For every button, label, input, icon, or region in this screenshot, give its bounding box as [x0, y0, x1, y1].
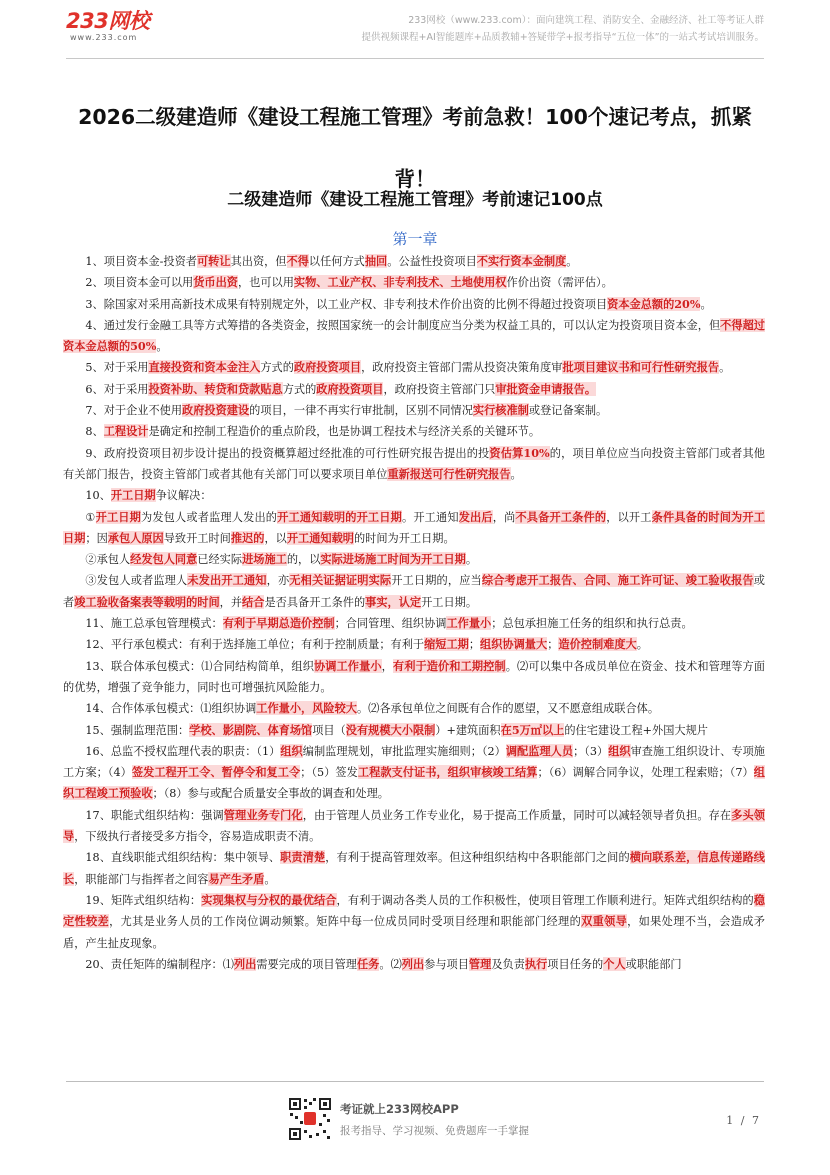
body-text: 16、总监不授权监理代表的职责：（1）: [85, 744, 281, 758]
header-info: [344, 12, 764, 46]
body-text: ①: [85, 510, 96, 524]
paragraph-item: [63, 251, 765, 272]
body-text: 6、对于采用: [85, 382, 149, 396]
body-text: ，: [381, 659, 393, 673]
body-text: ；（8）参与或配合质量安全事故的调查和处理。: [152, 787, 389, 801]
highlighted-text: 政府投资建设: [182, 403, 250, 418]
highlighted-text: 造价控制难度大: [558, 637, 637, 652]
highlighted-text: 学校、影剧院、体育场馆: [189, 722, 313, 737]
body-text: 5、对于采用: [85, 361, 149, 375]
paragraph-item: [63, 890, 765, 954]
body-text: 争议解决：: [155, 489, 212, 503]
paragraph-item: [63, 720, 765, 741]
highlighted-text: 未发出开工通知: [187, 573, 267, 588]
body-text: 的时间为开工日期。: [353, 531, 455, 545]
highlighted-text: 抽回: [364, 254, 388, 268]
highlighted-text: 不具备开工条件的: [515, 509, 607, 524]
body-text: ，尤其是业务人员的工作岗位调动频繁。矩阵中每一位成员同时受项目经理和职能部门经理的: [109, 915, 582, 929]
footer-app-subtitle: 报考指导、学习视频、免费题库一手掌握: [340, 1125, 529, 1137]
body-text: 其出资，但: [230, 255, 287, 268]
highlighted-text: 工作量小: [446, 616, 492, 631]
highlighted-text: 管理业务专门化: [223, 807, 303, 822]
body-text: ，下级执行者接受多方指令，容易造成职责不清。: [74, 830, 321, 844]
highlighted-text: 直接投资和资本金注入: [148, 360, 261, 375]
highlighted-text: 实际进场施工时间为开工日期: [320, 552, 466, 567]
highlighted-text: 不得超过资本金总额的50%: [63, 317, 765, 354]
highlighted-text: 管理: [468, 956, 492, 971]
highlighted-text: 不实行资本金制度: [476, 254, 567, 268]
body-text: 4、通过发行金融工具等方式筹措的各类资金，按照国家统一的会计制度应当分类为权益工具的，可以认定为投资项目资本金，但: [85, 318, 721, 332]
footer-divider: [66, 1081, 764, 1082]
body-text: ，有利于提高管理效率。但这种组织结构中各职能部门之间的: [325, 851, 630, 865]
highlighted-text: 进场施工: [242, 552, 287, 567]
body-text: 14、合作体承包模式：⑴组织协调: [85, 702, 257, 716]
body-text: 开工日期。: [421, 595, 478, 609]
body-text: ；: [468, 638, 481, 652]
highlighted-text: 缩短工期: [424, 637, 469, 652]
highlighted-text: 多头领导: [63, 807, 765, 844]
highlighted-text: 开工通知载明: [286, 530, 354, 545]
body-text: ，尚: [492, 510, 516, 524]
highlighted-text: 协调工作量小: [313, 658, 382, 673]
body-text: 。: [719, 361, 731, 375]
highlighted-text: 不得: [286, 254, 309, 268]
body-text: 12、平行承包模式：有利于选择施工单位；有利于控制质量；有利于: [85, 638, 425, 652]
body-text: ，由于管理人员业务工作专业化，易于提高工作质量，同时可以减轻领导者负担。存在: [302, 808, 732, 822]
paragraph-item: [63, 570, 765, 613]
body-text: ，有利于调动各类人员的工作积极性，使项目管理工作顺利进行。矩阵式组织结构的: [336, 893, 754, 907]
body-text: 。⑵可以集中各成员单位在资金、技术和管理等方面的优势，增强了竞争能力，同时也可增强抗风险能力。: [63, 659, 765, 694]
body-text: 3、除国家对采用高新技术成果有特别规定外，以工业产权、非专利技术作价出资的比例不得超过投资项目: [85, 297, 608, 311]
highlighted-text: 投资补助、转贷和贷款贴息: [148, 381, 283, 396]
highlighted-text: 重新报送可行性研究报告: [387, 466, 511, 481]
body-text: 或职能部门: [625, 957, 682, 971]
body-text: 需要完成的项目管理: [256, 957, 357, 971]
page-header: [0, 0, 830, 62]
body-text: 。⑵: [379, 957, 402, 971]
highlighted-text: 组织工程竣工预验收: [63, 765, 765, 801]
highlighted-text: 结合: [242, 594, 265, 609]
paragraph-item: [63, 400, 765, 421]
paragraph-item: [63, 357, 765, 378]
paragraph-item: [63, 485, 765, 506]
body-text: 。⑵各承包单位之间既有合作的愿望，又不愿意组成联合体。: [356, 702, 660, 716]
paragraph-item: [63, 379, 765, 400]
body-text: ，政府投资主管部门只: [383, 382, 496, 396]
body-text: ；总包承担施工任务的组织和执行总责。: [491, 617, 693, 631]
body-text: 的，以: [286, 553, 321, 567]
highlighted-text: 条件具备的时间为开工日期: [63, 509, 765, 545]
body-text: ③发包人或者监理人: [85, 574, 188, 588]
highlighted-text: 组织: [608, 743, 631, 758]
highlighted-text: 综合考虑开工报告、合同、施工许可证、竣工验收报告: [481, 573, 754, 588]
highlighted-text: 审批资金申请报告。: [495, 381, 597, 396]
body-text: ；（5）签发: [300, 766, 358, 780]
document-title: 2026二级建造师《建设工程施工管理》考前急救！100个速记考点，抓紧背！: [78, 105, 752, 191]
header-info-line-1: 233网校（www.233.com）：面向建筑工程、消防安全、金融经济、社工等考证人群: [408, 15, 764, 26]
highlighted-text: 推迟的: [230, 530, 265, 545]
paragraph-item: [63, 634, 765, 655]
highlighted-text: 易产生矛盾: [208, 871, 265, 886]
body-text: 。: [636, 638, 648, 652]
highlighted-text: 签发工程开工令、暂停令和复工令: [131, 765, 301, 780]
body-text: 编制监理规划，审批监理实施细则；（2）: [302, 744, 506, 758]
highlighted-text: 在5万㎡以上: [500, 722, 565, 737]
paragraph-item: [63, 847, 765, 890]
body-text: 已经实际: [197, 553, 243, 567]
body-text: 20、责任矩阵的编制程序：⑴: [85, 957, 234, 971]
body-text: 8、: [85, 425, 104, 439]
body-text: 审查施工组织设计、专项施工方案；（4）: [63, 744, 765, 780]
body-text: 的，项目单位应当向投资主管部门或者其他有关部门报告，投资主管部门或者其他有关部门可以要求项目单位: [63, 446, 765, 481]
highlighted-text: 开工日期: [95, 509, 141, 524]
qr-code-icon: [288, 1097, 332, 1141]
body-text: ，并: [219, 595, 243, 609]
highlighted-text: 有利于早期总造价控制: [222, 616, 335, 631]
body-text: 19、矩阵式组织结构：: [85, 893, 202, 907]
body-text: 作价出资（需评估）。: [506, 276, 613, 290]
paragraph-item: [63, 421, 765, 442]
body-text: ；: [547, 638, 559, 652]
body-text: 开工日期的，应当: [391, 574, 482, 588]
paragraph-item: [63, 656, 765, 699]
document-body: [63, 251, 765, 976]
highlighted-text: 调配监理人员: [505, 743, 574, 758]
body-text: ，亦: [266, 574, 290, 588]
body-text: 为发包人或者监理人发出的: [140, 510, 278, 524]
highlighted-text: 任务: [356, 956, 380, 971]
highlighted-text: 工程设计: [103, 424, 149, 439]
body-text: ，以: [264, 531, 287, 545]
body-text: 9、政府投资项目初步设计提出的投资概算超过经批准的可行性研究报告提出的投: [85, 446, 490, 460]
logo-url: www.233.com: [70, 33, 138, 42]
highlighted-text: 发出后: [458, 509, 493, 524]
paragraph-item: [63, 613, 765, 634]
paragraph-item: [63, 954, 765, 975]
highlighted-text: 承包人原因: [107, 530, 164, 545]
highlighted-text: 实物、工业产权、非专利技术、土地使用权: [293, 275, 507, 290]
highlighted-text: 竣工验收备案表等载明的时间: [74, 594, 220, 609]
body-text: 方式的: [260, 361, 294, 375]
body-text: 15、强制监理范围：: [85, 723, 190, 737]
body-text: ；（6）调解合同争议，处理工程索赔；（7）: [537, 766, 754, 780]
highlighted-text: 稳定性较差: [63, 892, 765, 929]
header-divider: [66, 58, 764, 59]
body-text: ，也可以用: [237, 276, 294, 290]
footer-app-title: 考证就上233网校APP: [340, 1102, 459, 1116]
highlighted-text: 工程款支付证书，组织审核竣工结算: [357, 765, 538, 780]
body-text: 以任何方式: [308, 255, 365, 268]
body-text: 。: [700, 297, 712, 311]
highlighted-text: 实行核准制: [472, 403, 529, 418]
body-text: 。公益性投资项目: [387, 255, 477, 268]
body-text: 项目（: [312, 723, 346, 737]
highlighted-text: 经发包人同意: [130, 552, 198, 567]
body-text: 11、施工总承包管理模式：: [85, 617, 223, 631]
highlighted-text: 可转让: [196, 254, 231, 268]
body-text: 导致开工时间: [163, 531, 231, 545]
highlighted-text: 职责清楚: [280, 850, 326, 865]
body-text: 10、: [85, 489, 111, 503]
body-text: ，职能部门与指挥者之间容: [74, 872, 209, 886]
page-number: 1 / 7: [726, 1114, 761, 1127]
body-text: 的项目，一律不再实行审批制，区别不同情况: [249, 404, 473, 418]
body-text: 的住宅建设工程+外国大规片: [564, 723, 708, 737]
highlighted-text: 开工日期: [110, 488, 156, 503]
body-text: 。: [510, 467, 522, 481]
brand-logo[interactable]: [66, 9, 149, 42]
document-subtitle: 二级建造师《建设工程施工管理》考前速记100点: [227, 190, 603, 210]
paragraph-item: [63, 698, 765, 719]
body-text: 13、联合体承包模式：⑴合同结构简单，组织: [85, 659, 314, 673]
body-text: ；（3）: [573, 744, 609, 758]
highlighted-text: 资本金总额的20%: [607, 296, 701, 311]
highlighted-text: 实现集权与分权的最优结合: [201, 892, 337, 907]
body-text: 。: [465, 553, 478, 567]
highlighted-text: 事实，认定: [365, 594, 422, 609]
highlighted-text: 资估算10%: [489, 445, 550, 460]
highlighted-text: 没有规模大小限制: [345, 722, 436, 737]
body-text: 。开工通知: [401, 510, 459, 524]
highlighted-text: 无相关证据证明实际: [289, 573, 392, 588]
paragraph-item: [63, 294, 765, 315]
highlighted-text: 列出: [233, 956, 257, 971]
body-text: 及负责: [491, 957, 525, 971]
header-info-line-2: 提供视频课程+AI智能题库+品质教辅+答疑带学+报考指导“五位一体”的一站式考试培训服务。: [361, 32, 764, 43]
body-text: 或登记备案制。: [528, 404, 608, 418]
body-text: 是否具备开工条件的: [264, 595, 366, 609]
paragraph-item: [63, 507, 765, 550]
body-text: 。: [264, 872, 276, 886]
body-text: 17、职能式组织结构：强调: [85, 808, 224, 822]
highlighted-text: 双重领导: [581, 914, 628, 929]
highlighted-text: 组织协调量大: [480, 637, 548, 652]
paragraph-item: [63, 549, 765, 570]
body-text: 参与项目: [424, 957, 469, 971]
highlighted-text: 列出: [401, 956, 425, 971]
body-text: ②承包人: [85, 553, 131, 567]
highlighted-text: 工作量小，风险较大: [256, 701, 357, 716]
paragraph-item: [63, 315, 765, 358]
highlighted-text: 有利于造价和工期控制: [392, 658, 506, 673]
body-text: 。: [156, 340, 168, 354]
body-text: 1、项目资本金-投资者: [85, 255, 197, 268]
body-text: ）+建筑面积: [435, 723, 501, 737]
body-text: 18、直线职能式组织结构：集中领导、: [85, 851, 281, 865]
highlighted-text: 批项目建议书和可行性研究报告: [562, 360, 720, 375]
body-text: ，如果处理不当，会造成矛盾，产生扯皮现象。: [63, 915, 765, 950]
body-text: 7、对于企业不使用: [85, 404, 183, 418]
highlighted-text: 个人: [603, 956, 626, 971]
highlighted-text: 开工通知载明的开工日期: [277, 509, 402, 524]
body-text: 或者: [63, 574, 765, 609]
body-text: ；合同管理、组织协调: [334, 617, 447, 631]
paragraph-item: [63, 443, 765, 486]
highlighted-text: 横向联系差，信息传递路线长: [63, 850, 765, 886]
paragraph-item: [63, 805, 765, 848]
paragraph-item: [63, 272, 765, 293]
highlighted-text: 组织: [280, 743, 303, 758]
chapter-heading: 第一章: [392, 230, 438, 248]
logo-text: 233网校: [66, 9, 150, 33]
body-text: 方式的: [282, 382, 317, 396]
body-text: 2、项目资本金可以用: [85, 276, 194, 290]
body-text: 是确定和控制工程造价的重点阶段，也是协调工程技术与经济关系的关键环节。: [148, 425, 541, 439]
highlighted-text: 执行: [524, 956, 548, 971]
highlighted-text: 政府投资项目: [316, 381, 384, 396]
body-text: ，政府投资主管部门需从投资决策角度审: [361, 361, 563, 375]
body-text: ；因: [85, 531, 108, 545]
highlighted-text: 货币出资: [193, 275, 238, 290]
body-text: 项目任务的: [547, 957, 604, 971]
body-text: ，以开工: [606, 510, 652, 524]
body-text: 。: [566, 255, 578, 268]
paragraph-item: [63, 741, 765, 805]
highlighted-text: 政府投资项目: [293, 360, 362, 375]
